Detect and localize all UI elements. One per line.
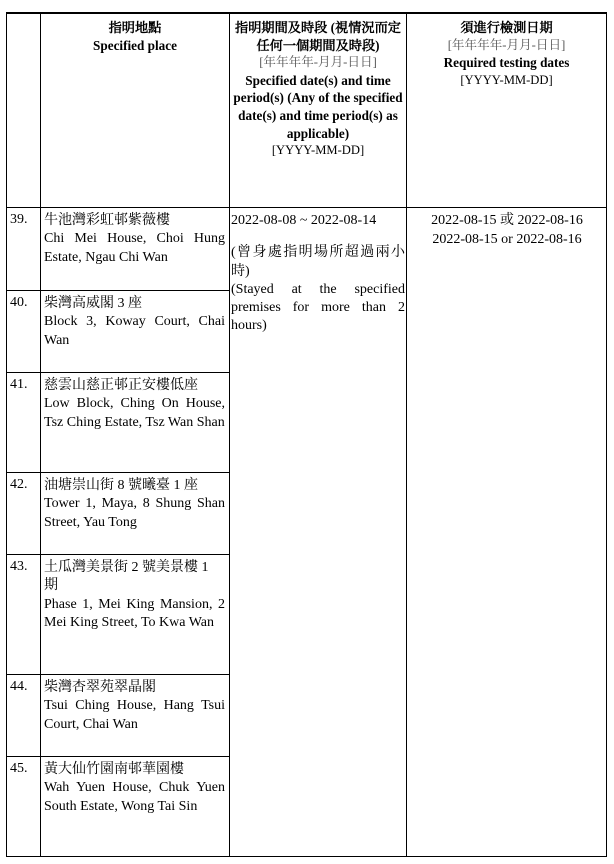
row-number: 42. — [10, 477, 28, 492]
row-divider — [7, 674, 229, 675]
row-number: 41. — [10, 377, 28, 392]
header-testing — [407, 19, 606, 89]
place-name-en: Tower 1, Maya, 8 Shung Shan Street, Yau Tong — [44, 496, 225, 530]
period-note-zh: (曾身處指明場所超過兩小時) — [231, 245, 405, 279]
header-period-zh: 指明期間及時段 (視情況而定任何一個期間及時段) — [235, 20, 401, 53]
row-divider — [7, 554, 229, 555]
place-name-en: Block 3, Koway Court, Chai Wan — [44, 314, 225, 348]
place-name-en: Low Block, Ching On House, Tsz Ching Estate, Tsz Wan Shan — [44, 396, 225, 430]
place-cell — [44, 761, 225, 816]
testing-dates-cell — [408, 212, 606, 249]
header-period-format-en: [YYYY-MM-DD] — [271, 143, 365, 158]
header-divider — [7, 207, 606, 208]
header-place-zh: 指明地點 — [108, 20, 162, 35]
row-number: 43. — [10, 559, 28, 574]
testing-dates-zh: 2022-08-15 或 2022-08-16 — [431, 213, 583, 228]
header-testing-format-en: [YYYY-MM-DD] — [460, 72, 553, 87]
place-name-zh: 柴灣杏翠苑翠晶閣 — [44, 680, 156, 695]
place-name-zh: 牛池灣彩虹邨紫薇樓 — [44, 213, 170, 228]
testing-dates-en: 2022-08-15 or 2022-08-16 — [432, 231, 582, 247]
period-note-en: (Stayed at the specified premises for more than 2 hours) — [231, 281, 405, 334]
row-divider — [7, 372, 229, 373]
place-name-en: Chi Mei House, Choi Hung Estate, Ngau Chi Wan — [44, 231, 225, 265]
place-name-zh: 柴灣高威閣 3 座 — [44, 296, 142, 311]
testing-notice-table — [6, 12, 607, 857]
column-divider — [40, 14, 41, 856]
place-cell — [44, 295, 225, 350]
place-cell — [44, 679, 225, 734]
header-testing-format-zh: [年年年年-月月-日日] — [447, 37, 566, 52]
header-period-en: Specified date(s) and time period(s) (Any of the specified date(s) and time period(s) as applicable) — [233, 72, 403, 141]
place-cell — [44, 377, 225, 432]
place-cell — [44, 559, 225, 632]
header-period — [230, 19, 406, 160]
place-name-zh: 慈雲山慈正邨正安樓低座 — [44, 378, 198, 393]
place-name-zh: 油塘崇山街 8 號曦臺 1 座 — [44, 478, 198, 493]
place-name-en: Wah Yuen House, Chuk Yuen South Estate, Wong Tai Sin — [44, 780, 225, 814]
header-testing-zh: 須進行檢測日期 — [460, 20, 553, 35]
row-number: 45. — [10, 761, 28, 776]
row-divider — [7, 756, 229, 757]
period-range: 2022-08-08 ~ 2022-08-14 — [231, 213, 377, 228]
specified-period-cell — [231, 212, 405, 336]
row-number: 40. — [10, 295, 28, 310]
place-cell — [44, 212, 225, 267]
header-period-format-zh: [年年年年-月月-日日] — [259, 55, 377, 70]
place-name-zh: 土瓜灣美景街 2 號美景樓 1 期 — [44, 560, 209, 594]
row-number: 39. — [10, 212, 28, 227]
place-name-en: Phase 1, Mei King Mansion, 2 Mei King Street, To Kwa Wan — [44, 596, 225, 630]
place-name-en: Tsui Ching House, Hang Tsui Court, Chai Wan — [44, 698, 225, 732]
header-place-en: Specified place — [93, 37, 177, 53]
row-divider — [7, 472, 229, 473]
row-number: 44. — [10, 679, 28, 694]
column-divider — [406, 14, 407, 856]
place-cell — [44, 477, 225, 532]
place-name-zh: 黃大仙竹園南邨華園樓 — [44, 762, 184, 777]
header-testing-en: Required testing dates — [443, 55, 570, 71]
header-place — [41, 19, 229, 54]
row-divider — [7, 290, 229, 291]
